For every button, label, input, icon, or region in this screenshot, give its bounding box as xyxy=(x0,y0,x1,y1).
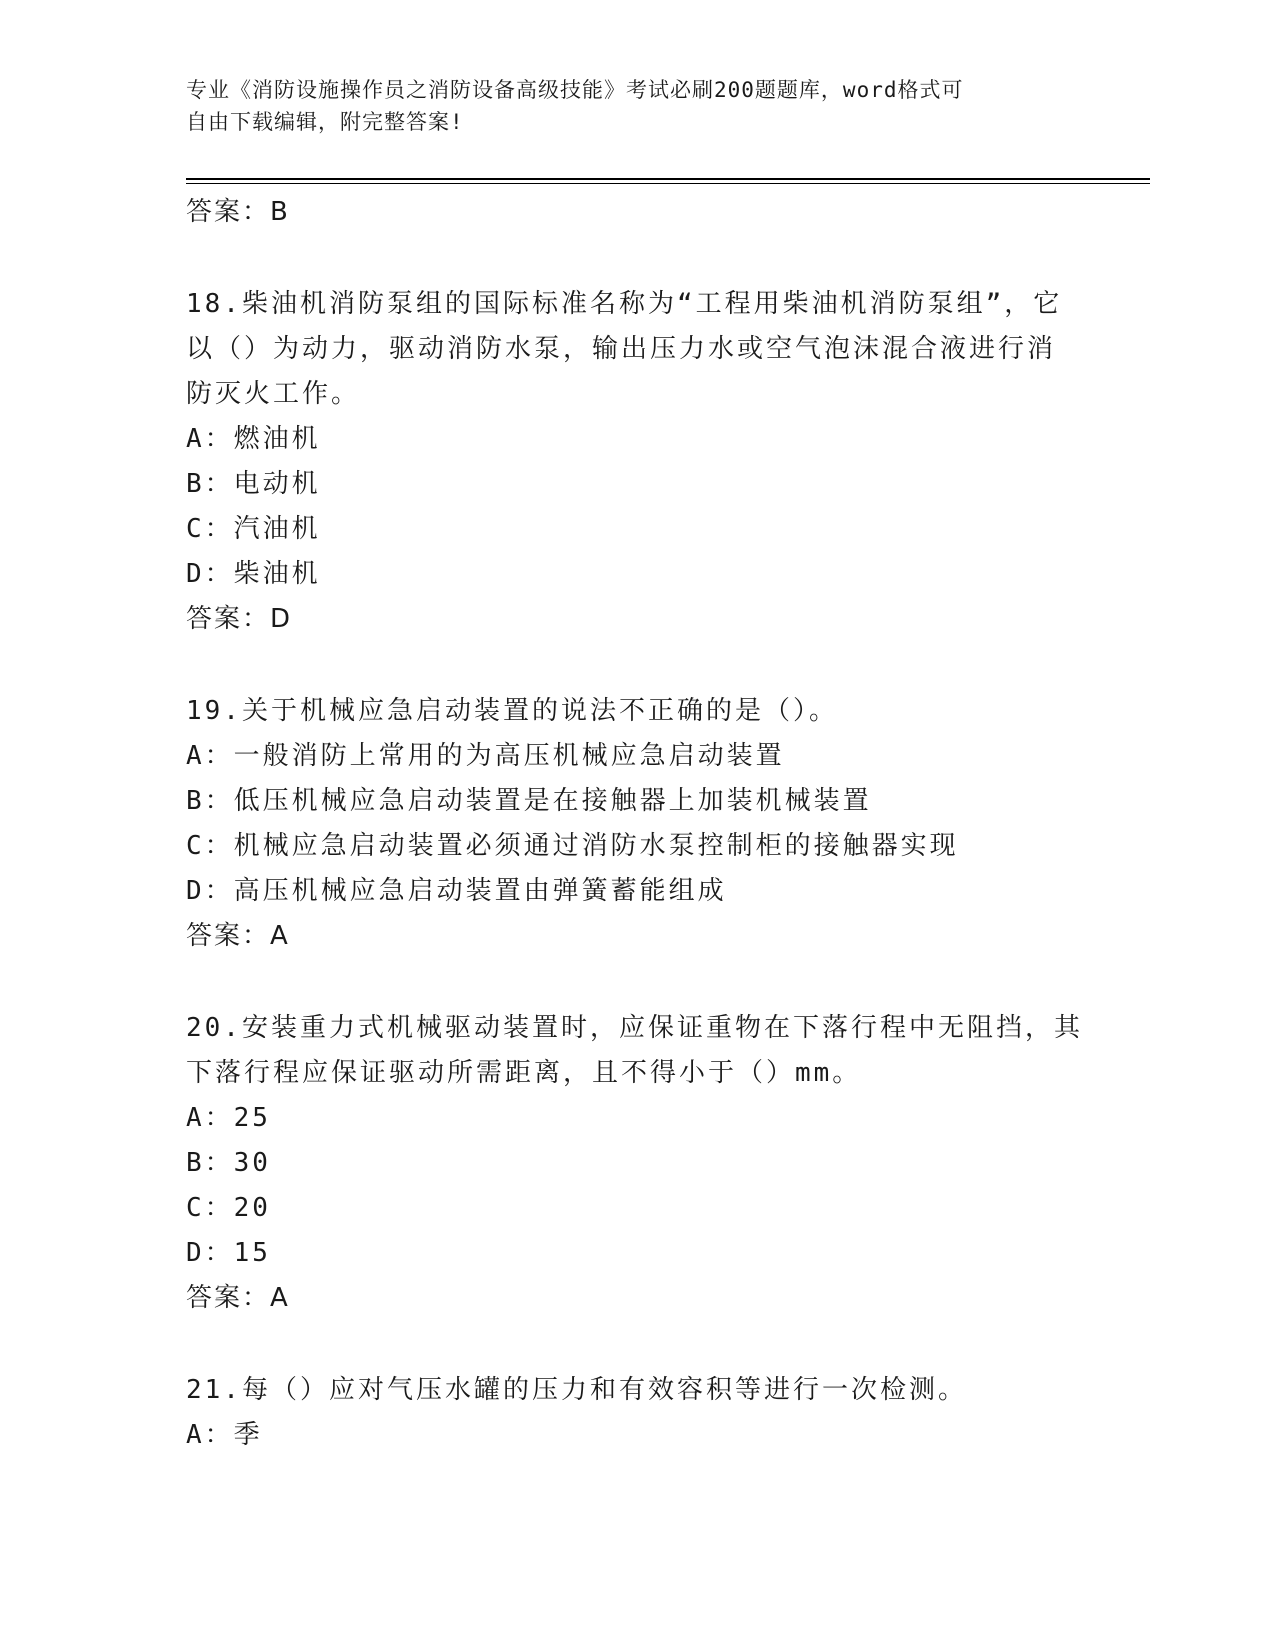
question-stem-line: 20.安装重力式机械驱动装置时，应保证重物在下落行程中无阻挡，其 xyxy=(186,1013,1083,1043)
question-stem-line: 下落行程应保证驱动所需距离，且不得小于（）mm。 xyxy=(186,1058,862,1088)
header-rule-thin xyxy=(186,183,1150,184)
option-c: C：汽油机 xyxy=(186,514,321,544)
option-d: D：高压机械应急启动装置由弹簧蓄能组成 xyxy=(186,876,727,906)
option-d: D：柴油机 xyxy=(186,559,321,589)
option-b: B：电动机 xyxy=(186,469,321,499)
spacer xyxy=(186,642,1086,689)
question-18 xyxy=(186,282,1086,642)
document-header xyxy=(186,74,1066,138)
question-stem-line: 防灭火工作。 xyxy=(186,379,361,409)
option-c: C：机械应急启动装置必须通过消防水泵控制柜的接触器实现 xyxy=(186,831,959,861)
question-stem-line: 以（）为动力，驱动消防水泵，输出压力水或空气泡沫混合液进行消 xyxy=(186,334,1057,364)
option-d: D：15 xyxy=(186,1238,271,1268)
option-b: B：低压机械应急启动装置是在接触器上加装机械装置 xyxy=(186,786,872,816)
option-b: B：30 xyxy=(186,1148,271,1178)
header-rule-thick xyxy=(186,178,1150,180)
answer-line: 答案：D xyxy=(186,604,293,634)
spacer xyxy=(186,235,1086,282)
question-stem-line: 18.柴油机消防泵组的国际标准名称为“工程用柴油机消防泵组”，它 xyxy=(186,289,1063,319)
option-a: A：25 xyxy=(186,1103,271,1133)
question-stem-line: 19.关于机械应急启动装置的说法不正确的是（）。 xyxy=(186,696,838,726)
question-21 xyxy=(186,1368,1086,1458)
answer-line: 答案：A xyxy=(186,1283,290,1313)
option-c: C：20 xyxy=(186,1193,271,1223)
previous-answer: 答案：B xyxy=(186,197,290,227)
spacer xyxy=(186,1321,1086,1368)
option-a: A：燃油机 xyxy=(186,424,321,454)
question-19 xyxy=(186,689,1086,959)
option-a: A：一般消防上常用的为高压机械应急启动装置 xyxy=(186,741,785,771)
question-list xyxy=(186,190,1086,1458)
spacer xyxy=(186,959,1086,1006)
answer-line: 答案：A xyxy=(186,921,290,951)
question-20 xyxy=(186,1006,1086,1321)
option-a: A：季 xyxy=(186,1420,263,1450)
question-stem-line: 21.每（）应对气压水罐的压力和有效容积等进行一次检测。 xyxy=(186,1375,967,1405)
header-line-2: 自由下载编辑，附完整答案! xyxy=(186,110,464,134)
header-line-1: 专业《消防设施操作员之消防设备高级技能》考试必刷200题题库，word格式可 xyxy=(186,78,964,102)
